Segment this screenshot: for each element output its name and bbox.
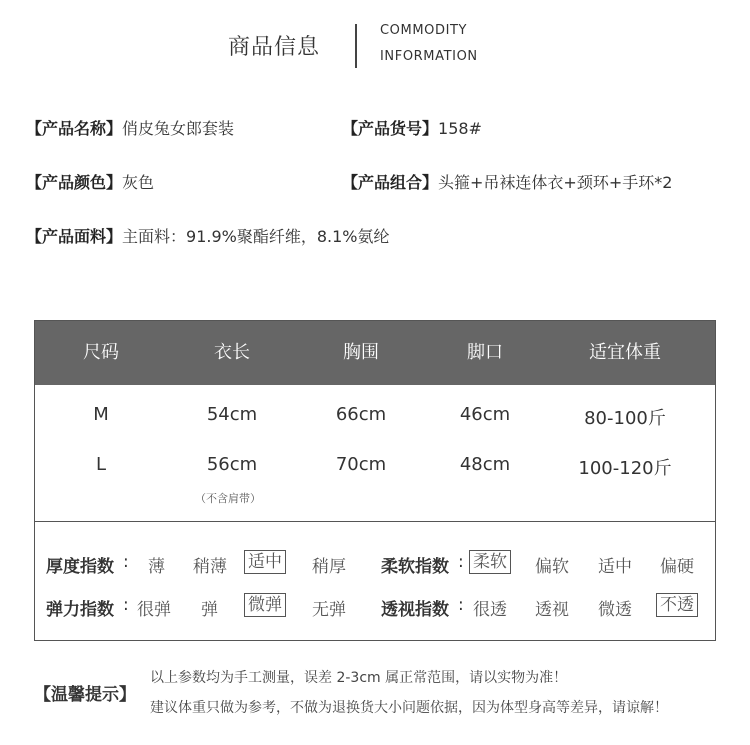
thickness-label: 厚度指数: [46, 557, 114, 577]
transparency-option-3: 微透: [598, 600, 632, 620]
cell-l-size: L: [95, 454, 107, 475]
section-title-en-line1: COMMODITY: [380, 23, 468, 38]
transparency-option-2: 透视: [535, 600, 569, 620]
section-title: 商品信息: [228, 35, 321, 60]
tips-line-1: 以上参数均为手工测量，误差 2-3cm 属正常范围，请以实物为准！: [150, 670, 568, 686]
tips-label: 【温馨提示】: [34, 685, 136, 705]
product-fabric-value: 主面料：91.9%聚酯纤维，8.1%氨纶: [122, 227, 390, 246]
product-fabric: [26, 224, 390, 247]
size-table-header: [35, 321, 715, 385]
transparency-colon: :: [458, 595, 464, 615]
product-combo-label: 【产品组合】: [342, 173, 439, 192]
tips-line-2: 建议体重只做为参考，不做为退换货大小问题依据，因为体型身高等差异，请谅解！: [150, 700, 668, 716]
product-sku-label: 【产品货号】: [342, 119, 439, 138]
product-name-label: 【产品名称】: [26, 119, 123, 138]
product-combo-value: 头箍+吊袜连体衣+颈环+手环*2: [438, 173, 673, 192]
product-name: [26, 116, 234, 139]
thickness-option-3-selected: 适中: [244, 550, 286, 574]
cell-l-bust: 70cm: [335, 454, 387, 475]
cell-m-size: M: [93, 404, 109, 425]
header-bust: 胸围: [343, 342, 379, 363]
product-color-label: 【产品颜色】: [26, 173, 123, 192]
product-color: [26, 170, 154, 193]
elasticity-option-4: 无弹: [312, 600, 346, 620]
cell-m-bust: 66cm: [335, 404, 387, 425]
elasticity-option-2: 弹: [201, 600, 218, 620]
header-weight: 适宜体重: [589, 342, 661, 363]
softness-option-3: 适中: [598, 557, 632, 577]
elasticity-option-3-selected: 微弹: [244, 593, 286, 617]
elasticity-colon: :: [123, 595, 129, 615]
cell-m-leg-opening: 46cm: [459, 404, 511, 425]
header-length: 衣长: [214, 342, 250, 363]
thickness-colon: :: [123, 552, 129, 572]
size-table: [34, 320, 716, 641]
transparency-option-4-selected: 不透: [656, 593, 698, 617]
softness-colon: :: [458, 552, 464, 572]
cell-l-length: 56cm: [206, 454, 258, 475]
product-sku-value: 158#: [438, 119, 482, 138]
transparency-label: 透视指数: [381, 600, 449, 620]
section-title-en-line2: INFORMATION: [380, 49, 478, 64]
softness-option-1-selected: 柔软: [469, 550, 511, 574]
cell-l-leg-opening: 48cm: [459, 454, 511, 475]
elasticity-option-1: 很弹: [137, 600, 171, 620]
product-name-value: 俏皮兔女郎套装: [122, 119, 235, 138]
product-combo: [342, 170, 672, 193]
length-note: （不含肩带）: [195, 492, 261, 505]
softness-label: 柔软指数: [381, 557, 449, 577]
cell-l-weight: 100-120斤: [578, 458, 672, 479]
cell-m-weight: 80-100斤: [584, 408, 666, 429]
thickness-option-2: 稍薄: [193, 557, 227, 577]
softness-option-4: 偏硬: [660, 557, 694, 577]
table-separator: [35, 521, 715, 522]
elasticity-label: 弹力指数: [46, 600, 114, 620]
cell-m-length: 54cm: [206, 404, 258, 425]
header-size: 尺码: [83, 342, 119, 363]
transparency-option-1: 很透: [473, 600, 507, 620]
softness-option-2: 偏软: [535, 557, 569, 577]
product-color-value: 灰色: [122, 173, 155, 192]
title-divider: [355, 24, 357, 68]
header-leg-opening: 脚口: [467, 342, 503, 363]
thickness-option-1: 薄: [148, 557, 165, 577]
product-sku: [342, 116, 482, 139]
thickness-option-4: 稍厚: [312, 557, 346, 577]
product-fabric-label: 【产品面料】: [26, 227, 123, 246]
